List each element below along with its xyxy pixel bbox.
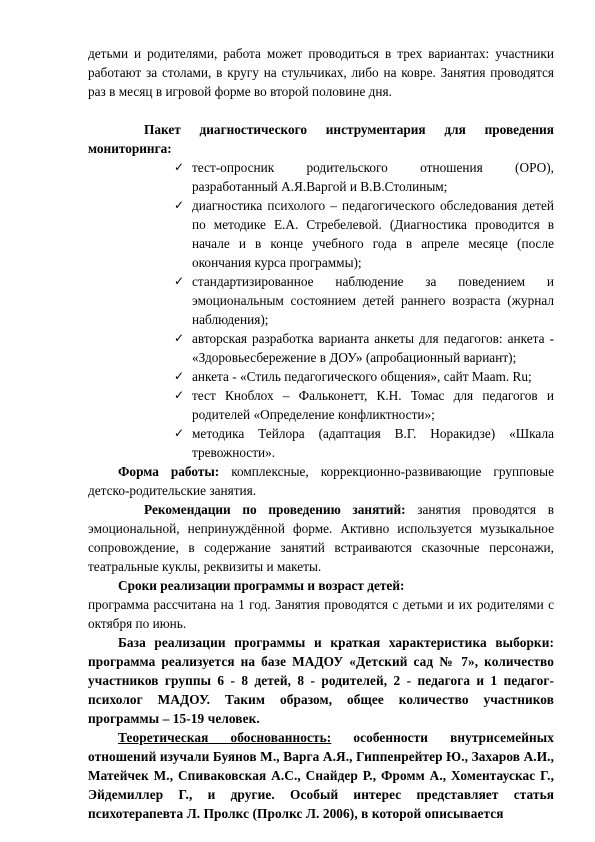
- checkmark-icon: ✓: [174, 426, 185, 440]
- toolkit-heading: Пакет диагностического инструментария для проведения мониторинга:: [88, 122, 554, 156]
- checkmark-icon: ✓: [174, 160, 185, 174]
- theory-label: Теоретическая обоснованность:: [118, 730, 332, 745]
- checkmark-icon: ✓: [174, 274, 185, 288]
- theory-paragraph: [88, 728, 554, 823]
- recommendations-text: занятия проводятся в эмоциональной, непринуждённой форме. Активно используется музыкальное сопровождение, в содержание занятий встраиваются сказочные персонажи, театральные куклы, реквизиты и макеты.: [88, 502, 554, 574]
- list-item: ✓ методика Тейлора (адаптация В.Г. Норакидзе) «Шкала тревожности».: [174, 426, 554, 460]
- list-item: ✓ стандартизированное наблюдение за поведением и эмоциональным состоянием детей раннего возраста (журнал наблюдения);: [174, 274, 554, 327]
- list-item: ✓ авторская разработка варианта анкеты для педагогов: анкета - «Здоровьесбережение в ДОУ» (апробационный вариант);: [174, 331, 554, 365]
- list-item: ✓ тест-опросник родительского отношения (ОРО), разработанный А.Я.Варгой и В.В.Столиным;: [174, 160, 554, 194]
- terms-paragraph: программа рассчитана на 1 год. Занятия проводятся с детьми и их родителями с октября по июнь.: [88, 597, 554, 631]
- forms-paragraph: [88, 462, 554, 500]
- checkmark-icon: ✓: [174, 198, 185, 212]
- base-label: База реализации программы и краткая характеристика выборки:: [118, 635, 554, 650]
- base-text: программа реализуется на базе МАДОУ «Детский сад № 7», количество участников группы 6 - 8 детей, 8 - родителей, 2 - педагога и 1 педагог-психолог МАДОУ. Таким образом, общее количество участников программы – 15-19 человек.: [88, 654, 554, 726]
- checkmark-icon: ✓: [174, 331, 185, 345]
- recommendations-paragraph: [88, 500, 554, 576]
- terms-heading: Сроки реализации программы и возраст детей:: [118, 578, 405, 593]
- forms-label: Форма работы:: [118, 464, 220, 479]
- spacer: [88, 101, 554, 120]
- checkmark-icon: ✓: [174, 369, 185, 383]
- checkmark-icon: ✓: [174, 388, 185, 402]
- theory-text: особенности внутрисемейных отношений изучали Буянов М., Варга А.Я., Гиппенрейтер Ю., Захаров А.И., Матейчек М., Спиваковская А.С., Снайдер Р., Фромм А., Хоментаускас Г., Эйдемиллер Г., и другие. Особый интерес представляет статья психотерапевта Л. Пролкс (Пролкс Л. 2006), в которой описывается: [88, 730, 554, 821]
- recommendations-label: Рекомендации по проведению занятий:: [144, 502, 406, 517]
- toolkit-list: [88, 158, 554, 462]
- list-item: ✓ диагностика психолого – педагогического обследования детей по методике Е.А. Стребелевой. (Диагностика проводится в начале и в конце учебного года в апреле месяце (после окончания курса программы);: [174, 198, 554, 270]
- document-page: [88, 44, 554, 823]
- forms-text: комплексные, коррекционно-развивающие групповые детско-родительские занятия.: [88, 464, 554, 498]
- base-paragraph: [88, 633, 554, 728]
- intro-paragraph: детьми и родителями, работа может проводиться в трех вариантах: участники работают за столами, в кругу на стульчиках, либо на ковре. Занятия проводятся раз в месяц в игровой форме во второй половине дня.: [88, 46, 554, 99]
- list-item: ✓ тест Кноблох – Фальконетт, К.Н. Томас для педагогов и родителей «Определение конфликтности»;: [174, 388, 554, 422]
- list-item: ✓ анкета - «Стиль педагогического общения», сайт Maam. Ru;: [174, 369, 532, 384]
